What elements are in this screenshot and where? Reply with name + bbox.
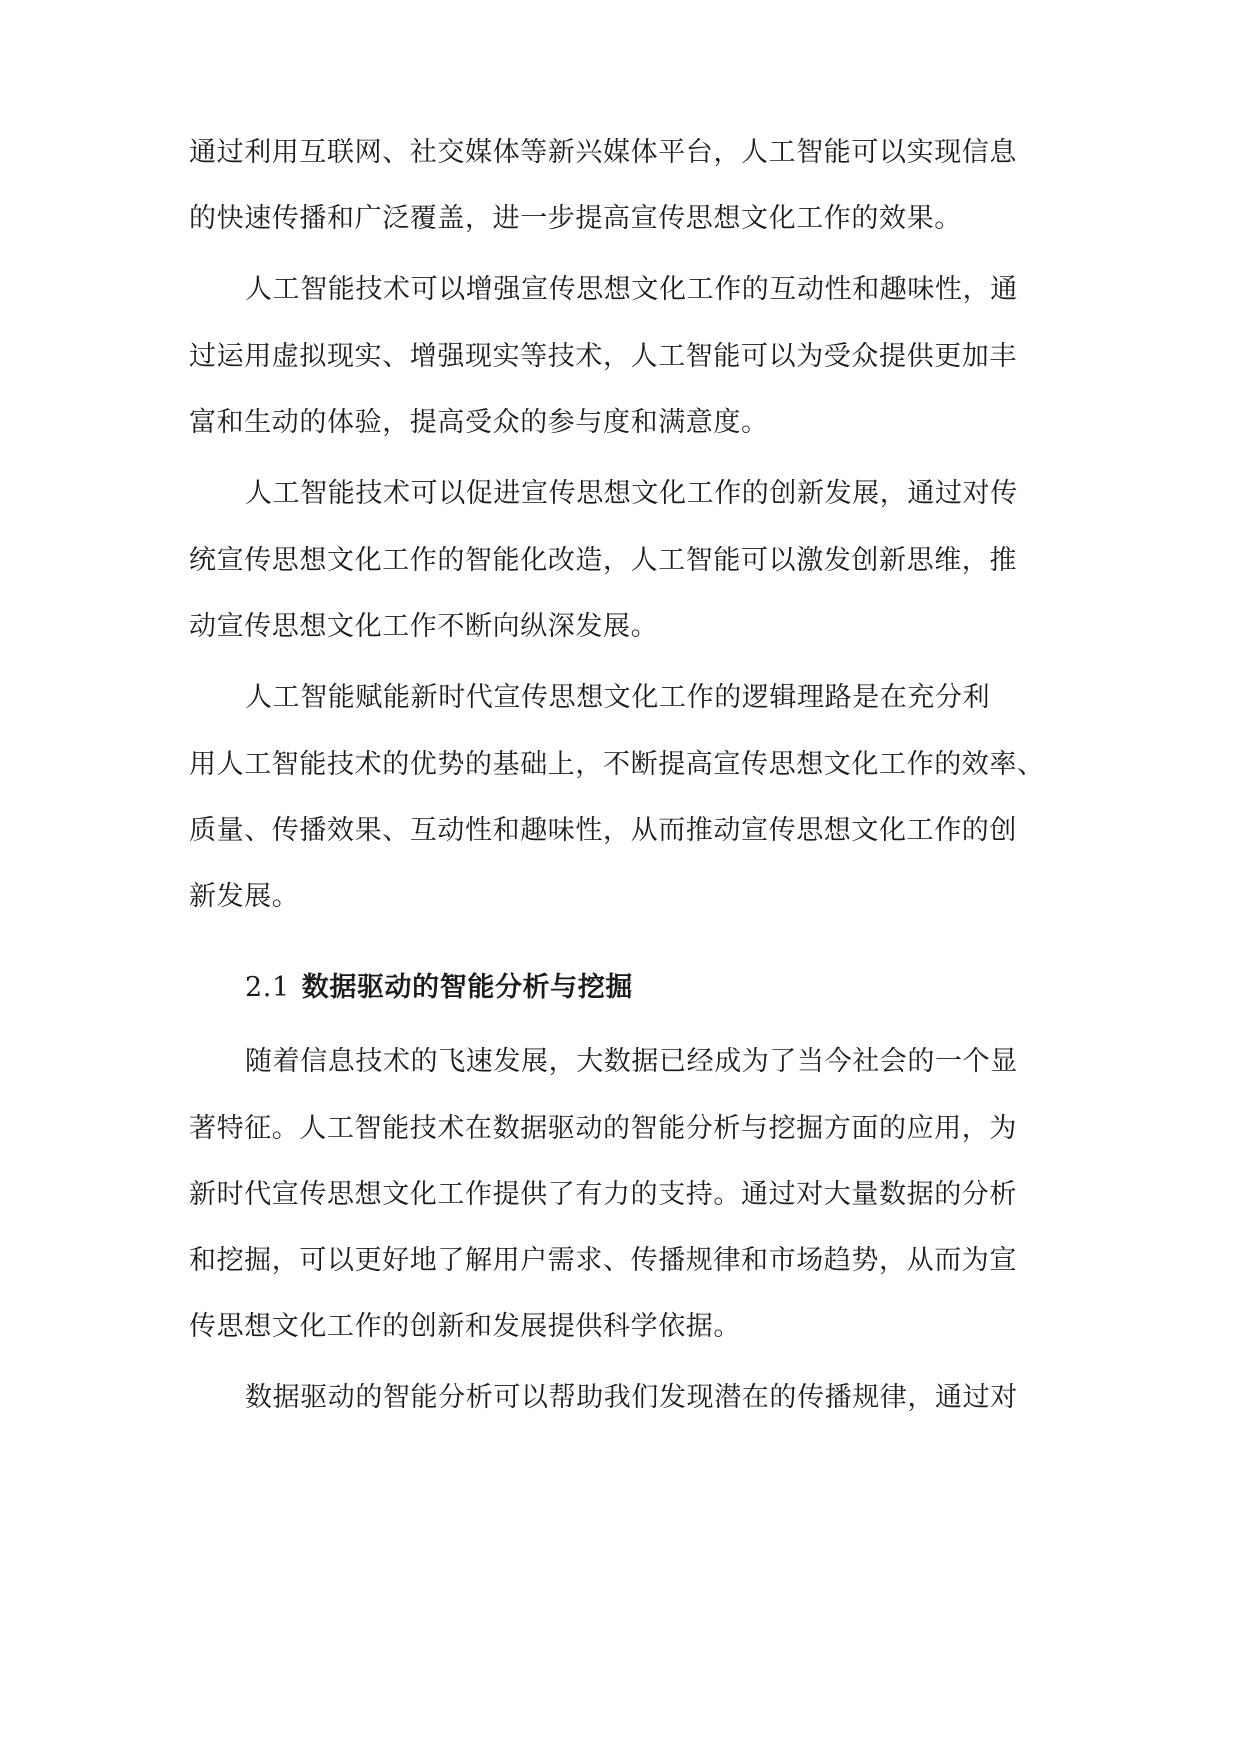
paragraph-2-line-1: 人工智能技术可以增强宣传思想文化工作的互动性和趣味性，通 <box>245 274 1018 305</box>
paragraph-5-line-5: 传思想文化工作的创新和发展提供科学依据。 <box>189 1311 741 1342</box>
paragraph-2-line-2: 过运用虚拟现实、增强现实等技术，人工智能可以为受众提供更加丰 <box>189 341 1017 372</box>
paragraph-2-line-3: 富和生动的体验，提高受众的参与度和满意度。 <box>189 407 769 438</box>
paragraph-5-line-2: 著特征。人工智能技术在数据驱动的智能分析与挖掘方面的应用，为 <box>189 1113 1017 1144</box>
paragraph-3-line-2: 统宣传思想文化工作的智能化改造，人工智能可以激发创新思维，推 <box>189 545 1017 576</box>
paragraph-5-line-3: 新时代宣传思想文化工作提供了有力的支持。通过对大量数据的分析 <box>189 1179 1017 1210</box>
paragraph-4-line-1: 人工智能赋能新时代宣传思想文化工作的逻辑理路是在充分利 <box>245 682 991 713</box>
paragraph-4-line-3: 质量、传播效果、互动性和趣味性，从而推动宣传思想文化工作的创 <box>189 815 1017 846</box>
paragraph-3-line-3: 动宣传思想文化工作不断向纵深发展。 <box>189 611 659 642</box>
section-title: 数据驱动的智能分析与挖掘 <box>301 972 633 1003</box>
paragraph-1-line-1: 通过利用互联网、社交媒体等新兴媒体平台，人工智能可以实现信息 <box>189 137 1017 168</box>
paragraph-5-line-1: 随着信息技术的飞速发展，大数据已经成为了当今社会的一个显 <box>245 1046 1018 1077</box>
section-heading <box>245 968 633 1008</box>
paragraph-4-line-4: 新发展。 <box>189 881 300 912</box>
paragraph-4-line-2: 用人工智能技术的优势的基础上，不断提高宣传思想文化工作的效率、 <box>189 749 1045 780</box>
paragraph-3-line-1: 人工智能技术可以促进宣传思想文化工作的创新发展，通过对传 <box>245 478 1018 509</box>
paragraph-5-line-4: 和挖掘，可以更好地了解用户需求、传播规律和市场趋势，从而为宣 <box>189 1245 1017 1276</box>
paragraph-6-line-1: 数据驱动的智能分析可以帮助我们发现潜在的传播规律，通过对 <box>245 1382 1018 1413</box>
section-number: 2.1 <box>245 972 290 1003</box>
paragraph-1-line-2: 的快速传播和广泛覆盖，进一步提高宣传思想文化工作的效果。 <box>189 203 962 234</box>
